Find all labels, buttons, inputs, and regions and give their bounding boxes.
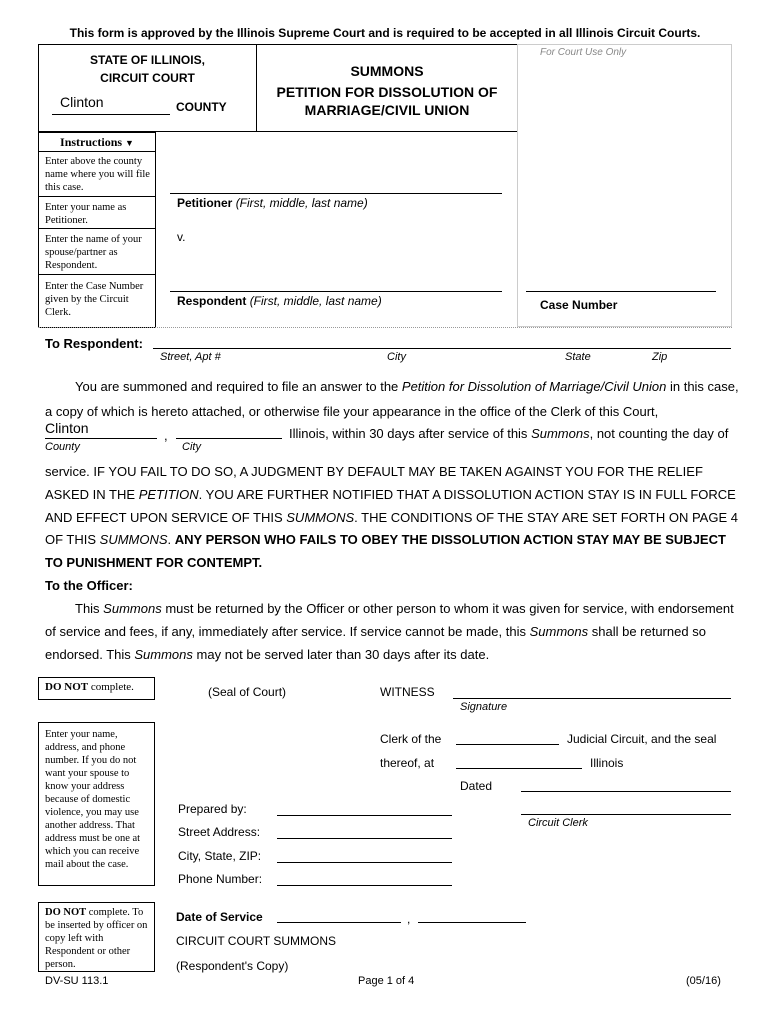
address-instruction: Enter your name, address, and phone number. If you do not want your spouse to know your address because of domestic violence, you may use another address. That address must be one at which you can receive mail about the case. [45,729,141,870]
instruction-divider [38,274,156,275]
text-run: This [75,601,104,616]
clerk-county-line [45,438,157,439]
dated-label: Dated [460,779,493,793]
petitioner-hint: (First, middle, last name) [235,196,368,210]
thereof-line[interactable] [456,768,582,769]
warning-line-4 [45,532,726,547]
street-caption: Street, Apt # [160,351,221,363]
prepared-by-field[interactable] [277,815,452,816]
instruction-item: Enter the Case Number given by the Circuit Clerk. [45,281,144,318]
respondent-address-line[interactable] [153,348,731,349]
date-of-service-year-field[interactable] [418,922,526,923]
instruction-item: Enter your name as Petitioner. [45,202,127,226]
street-address-field[interactable] [277,838,452,839]
do-not-bold: DO NOT [45,681,89,693]
instructions-heading[interactable] [38,135,156,150]
revision-date: (05/16) [686,975,721,987]
officer-line-3 [45,647,489,662]
comma: , [164,428,168,443]
circuit-clerk-caption: Circuit Clerk [528,817,588,829]
city-state-zip-label: City, State, ZIP: [178,849,262,863]
date-of-service-label: Date of Service [176,910,263,924]
officer-line-2 [45,624,706,639]
case-number-label: Case Number [540,298,618,312]
do-not-complete-text [45,681,134,693]
title-line-3: MARRIAGE/CIVIL UNION [304,102,470,118]
text-run: in this case, [666,379,739,394]
petitioner-caption [177,196,368,210]
text-run: OF THIS [45,532,100,547]
signature-line[interactable] [453,698,731,699]
text-run: AND EFFECT UPON SERVICE OF THIS [45,510,287,525]
thereof-at-label: thereof, at [380,756,435,770]
text-run: of service and fees, if any, immediately after service. If service cannot be made, this [45,624,530,639]
clerk-county-value[interactable]: Clinton [45,420,89,436]
court-use-label: For Court Use Only [540,47,627,58]
summons-word: Summons [134,647,193,662]
clerk-of-the-label: Clerk of the [380,732,442,746]
date-comma: , [407,912,411,926]
text-run: You are summoned and required to file an answer to the [75,379,402,394]
petitioner-label: Petitioner [177,196,233,210]
do-not-bold: DO NOT [45,907,87,918]
respondent-caption [177,294,382,308]
respondents-copy: (Respondent's Copy) [176,959,289,973]
city-state-zip-field[interactable] [277,862,452,863]
summons-paragraph-1 [75,379,739,394]
county-label: COUNTY [176,100,227,114]
text-run: Illinois, within 30 days after service of this [289,426,532,441]
title-line-2: PETITION FOR DISSOLUTION OF [276,84,498,100]
officer-heading: To the Officer: [45,578,133,593]
warning-line-5: TO PUNISHMENT FOR CONTEMPT. [45,555,263,570]
street-address-label: Street Address: [178,825,261,839]
stay-warning-bold: ANY PERSON WHO FAILS TO OBEY THE DISSOLUTION ACTION STAY MAY BE SUBJECT [174,532,726,547]
do-not-rest: complete. To be inserted by officer on copy left with Respondent or other person. [45,907,148,970]
summons-word: Summons [531,426,590,441]
text-run: . [167,532,175,547]
to-respondent-label: To Respondent: [45,336,143,351]
county-caption: County [45,441,80,453]
do-not-rest: complete. [88,681,134,693]
versus: v. [177,230,186,244]
text-run: must be returned by the Officer or other person to whom it was given for service, with endorsement [161,601,734,616]
warning-line-3 [45,510,738,525]
instruction-divider [38,196,156,197]
case-number-line[interactable] [526,291,716,292]
warning-line-2 [45,487,736,502]
warning-line-1: service. IF YOU FAIL TO DO SO, A JUDGMENT BY DEFAULT MAY BE TAKEN AGAINST YOU FOR THE RELIEF [45,464,703,479]
respondent-hint: (First, middle, last name) [249,294,382,308]
dated-line[interactable] [521,791,731,792]
date-of-service-field[interactable] [277,922,401,923]
city-caption: City [182,441,201,453]
triangle-down-icon: ▼ [125,138,134,148]
title-line-1: SUMMONS [350,63,424,79]
text-run: . THE CONDITIONS OF THE STAY ARE SET FORTH ON PAGE 4 [354,510,738,525]
county-underline [52,114,170,115]
signature-caption: Signature [460,701,508,713]
text-run: may not be served later than 30 days after its date. [192,647,490,662]
phone-number-label: Phone Number: [178,872,263,886]
county-value[interactable]: Clinton [60,94,104,110]
respondent-label: Respondent [177,294,247,308]
illinois-label: Illinois [590,756,624,770]
witness-label: WITNESS [380,685,435,699]
clerk-city-line[interactable] [176,438,282,439]
summons-word: SUMMONS [286,510,355,525]
instructions-divider [38,151,156,152]
text-run: shall be returned so [588,624,706,639]
summons-word: SUMMONS [99,532,168,547]
court-use-box [517,44,732,327]
caption-divider [38,327,732,328]
phone-number-field[interactable] [277,885,452,886]
instruction-item: Enter above the county name where you will file this case. [45,156,150,193]
text-run: ASKED IN THE [45,487,139,502]
header-notice: This form is approved by the Illinois Supreme Court and is required to be accepted in all Illinois Circuit Courts. [69,26,701,40]
text-run: endorsed. This [45,647,135,662]
circuit-court-summons: CIRCUIT COURT SUMMONS [176,934,337,948]
state-caption: State [565,351,591,363]
petitioner-line[interactable] [170,193,502,194]
city-caption: City [387,351,406,363]
form-id: DV-SU 113.1 [45,975,109,987]
instructions-heading-text: Instructions [60,135,123,149]
judicial-circuit-label: Judicial Circuit, and the seal [567,732,717,746]
judicial-circuit-line[interactable] [456,744,559,745]
text-run: , not counting the day of [589,426,729,441]
circuit-clerk-line[interactable] [521,814,731,815]
text-run: . YOU ARE FURTHER NOTIFIED THAT A DISSOLUTION ACTION STAY IS IN FULL FORCE [198,487,736,502]
officer-line-1 [75,601,734,616]
zip-caption: Zip [652,351,668,363]
summons-paragraph-3 [289,426,728,441]
petition-word: PETITION [138,487,199,502]
petition-title: Petition for Dissolution of Marriage/Civil Union [401,379,667,394]
page-number: Page 1 of 4 [358,975,415,987]
summons-paragraph-2: a copy of which is hereto attached, or otherwise file your appearance in the office of the Clerk of this Court, [45,404,659,419]
instruction-item: Enter the name of your spouse/partner as Respondent. [45,234,142,271]
respondent-line[interactable] [170,291,502,292]
do-not-complete-text [45,906,151,971]
summons-word: Summons [529,624,589,639]
court-line: CIRCUIT COURT [100,71,195,85]
prepared-by-label: Prepared by: [178,802,247,816]
seal-of-court: (Seal of Court) [208,685,287,699]
summons-word: Summons [103,601,162,616]
instruction-divider [38,228,156,229]
state-line: STATE OF ILLINOIS, [90,53,205,67]
